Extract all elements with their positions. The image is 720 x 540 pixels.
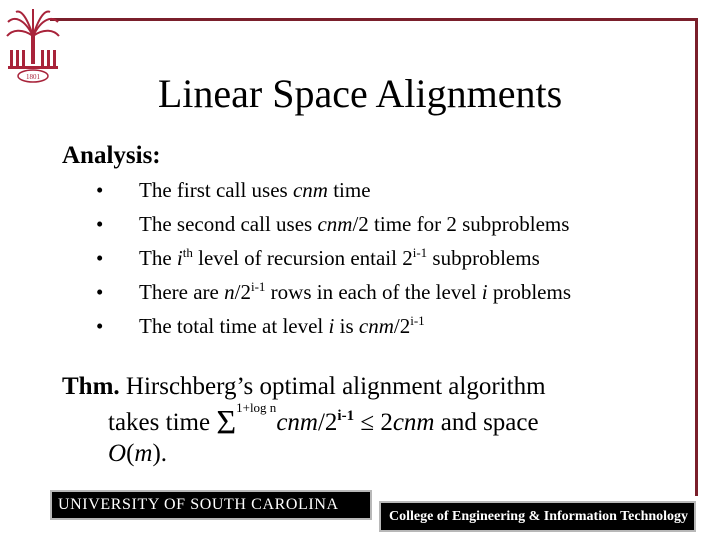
- bullet-item: [0, 279, 720, 313]
- theorem-line-1: [62, 368, 546, 406]
- theorem-label: Thm.: [62, 373, 120, 400]
- bullet-dot: •: [96, 246, 104, 270]
- bullet-text: There are n/2$^{i-1}$ rows in each of the level i problems: [139, 279, 571, 304]
- bullet-dot: •: [96, 314, 104, 338]
- footer-university-bar: UNIVERSITY OF SOUTH CAROLINA: [50, 490, 372, 520]
- analysis-bullet-list: [0, 177, 720, 347]
- bullet-item: [0, 177, 720, 211]
- bullet-item: [0, 211, 720, 245]
- bullet-text: The $i^{th}$ level of recursion entail 2$^{i-1}$ subproblems: [139, 245, 540, 270]
- logo-year: 1801: [26, 73, 40, 81]
- sum-limit: 1+log n: [236, 400, 277, 415]
- bullet-text: The second call uses cnm/2 time for 2 subproblems: [139, 212, 570, 236]
- bullet-text: The first call uses cnm time: [139, 178, 371, 202]
- sigma-symbol: Σ: [216, 404, 237, 441]
- bullet-dot: •: [96, 212, 104, 236]
- exponent: i-1: [337, 408, 355, 424]
- theorem-text: Hirschberg’s optimal alignment algorithm: [125, 373, 546, 400]
- footer-college-bar: College of Engineering & Information Technology: [379, 501, 696, 532]
- theorem-line-2: takes time $\Sigma^{1+log n}cnm/2^{i-1} \le 2cnm$ and space: [108, 400, 539, 441]
- analysis-heading: Analysis:: [62, 142, 161, 169]
- bullet-dot: •: [96, 280, 104, 304]
- theorem-line-3: O(m).: [108, 440, 168, 467]
- bullet-dot: •: [96, 178, 104, 202]
- bullet-item: [0, 245, 720, 279]
- bullet-text: The total time at level i is cnm/2$^{i-1}$: [139, 313, 425, 338]
- frame-top-line: [50, 18, 698, 21]
- slide-title: Linear Space Alignments: [157, 71, 563, 116]
- bullet-item: [0, 313, 720, 347]
